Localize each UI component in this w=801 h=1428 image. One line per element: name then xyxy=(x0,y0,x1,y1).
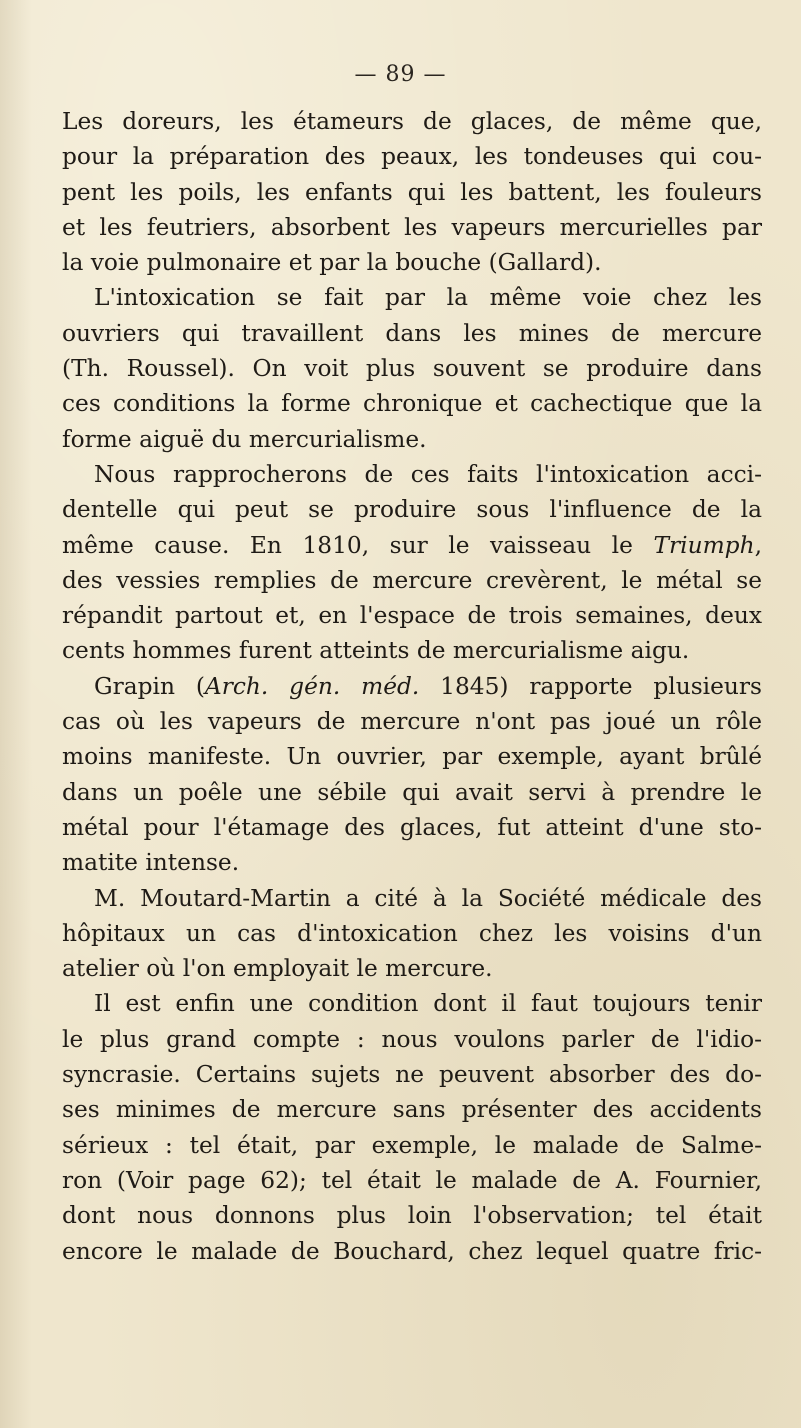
text-line: dentelle qui peut se produire sous l'influence de la xyxy=(62,496,762,524)
text-line: atelier où l'on employait le mercure. xyxy=(62,955,493,983)
text-line: et les feutriers, absorbent les vapeurs mercurielles par xyxy=(62,213,762,241)
text-line: ron (Voir page 62); tel était le malade de A. Fournier, xyxy=(62,1166,762,1194)
text-line xyxy=(62,528,762,563)
text-line: cents hommes furent atteints de mercurialisme aigu. xyxy=(62,637,690,665)
text-line: M. Moutard-Martin a cité à la Société médicale des xyxy=(94,884,762,912)
text-line: répandit partout et, en l'espace de trois semaines, deux xyxy=(62,602,762,630)
text-line: hôpitaux un cas d'intoxication chez les voisins d'un xyxy=(62,919,762,947)
page-fold-shadow xyxy=(0,0,32,1428)
text-line: matite intense. xyxy=(62,849,240,877)
text-line: syncrasie. Certains sujets ne peuvent absorber des do- xyxy=(62,1061,762,1089)
text-line: cas où les vapeurs de mercure n'ont pas joué un rôle xyxy=(62,708,762,736)
text-line: encore le malade de Bouchard, chez lequel quatre fric- xyxy=(62,1237,762,1265)
text-line: Les doreurs, les étameurs de glaces, de même que, xyxy=(62,108,762,135)
text-segment: Grapin ( xyxy=(94,672,205,700)
text-segment: , xyxy=(754,531,762,559)
text-line: métal pour l'étamage des glaces, fut atteint d'une sto- xyxy=(62,813,762,841)
text-segment: 1845) rapporte plusieurs xyxy=(419,672,762,700)
text-line xyxy=(62,669,762,704)
text-line: ces conditions la forme chronique et cachectique que la xyxy=(62,390,762,418)
text-line: dans un poêle une sébile qui avait servi à prendre le xyxy=(62,778,762,806)
text-line: dont nous donnons plus loin l'observation; tel était xyxy=(62,1202,762,1230)
text-line: pent les poils, les enfants qui les battent, les fouleurs xyxy=(62,178,762,206)
text-line: forme aiguë du mercurialisme. xyxy=(62,425,427,453)
page-number: — 89 — xyxy=(354,62,447,87)
text-line: le plus grand compte : nous voulons parler de l'idio- xyxy=(62,1025,762,1053)
text-line: la voie pulmonaire et par la bouche (Gallard). xyxy=(62,249,602,277)
body-text xyxy=(62,104,762,1269)
text-line: pour la préparation des peaux, les tondeuses qui cou- xyxy=(62,143,762,171)
text-line: Nous rapprocherons de ces faits l'intoxication acci- xyxy=(94,460,762,488)
text-line: L'intoxication se fait par la même voie chez les xyxy=(94,284,762,312)
text-line: ses minimes de mercure sans présenter des accidents xyxy=(62,1096,762,1124)
text-line: des vessies remplies de mercure crevèrent, le métal se xyxy=(62,566,762,594)
text-line: sérieux : tel était, par exemple, le malade de Salme- xyxy=(62,1131,762,1159)
text-line: moins manifeste. Un ouvrier, par exemple, ayant brûlé xyxy=(62,743,762,771)
text-line: (Th. Roussel). On voit plus souvent se produire dans xyxy=(62,355,762,383)
ship-name: Triumph xyxy=(653,531,755,559)
text-line: Il est enfin une condition dont il faut toujours tenir xyxy=(94,990,762,1018)
text-segment: même cause. En 1810, sur le vaisseau le xyxy=(62,531,654,559)
text-line: ouvriers qui travaillent dans les mines de mercure xyxy=(62,319,762,347)
journal-citation: Arch. gén. méd. xyxy=(204,672,420,700)
